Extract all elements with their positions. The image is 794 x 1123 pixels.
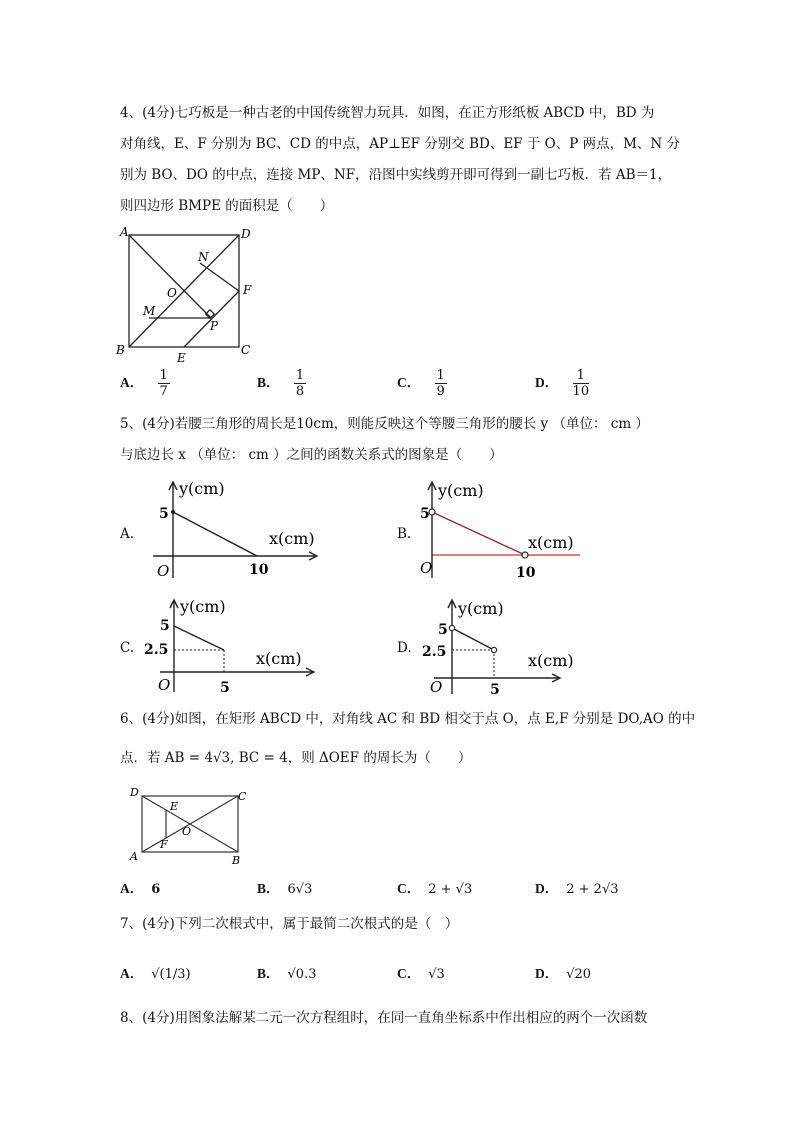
q7-text-line-1: 7、(4分)下列二次根式中，属于最简二次根式的是（ ） xyxy=(120,916,459,932)
svg-text:y(cm): y(cm) xyxy=(438,481,484,500)
q5-graph-b xyxy=(418,478,588,584)
q6-option-a-value: 6 xyxy=(151,882,161,897)
q5-graph-c xyxy=(140,594,320,696)
q7-option-c-value: √3 xyxy=(428,967,445,982)
label-B: B xyxy=(116,343,125,357)
q4-tangram-figure xyxy=(112,222,262,362)
svg-text:10: 10 xyxy=(249,562,269,578)
q4-option-d[interactable] xyxy=(535,368,589,399)
svg-text:D: D xyxy=(130,786,139,799)
q6-text-line-2: 点．若 AB = 4√3, BC = 4，则 ΔOEF 的周长为（ ） xyxy=(120,750,472,766)
label-F: F xyxy=(243,283,252,297)
q7-option-d[interactable]: D． √20 xyxy=(535,966,592,982)
svg-text:y(cm): y(cm) xyxy=(180,597,226,616)
q8-text-line-1: 8、(4分)用图象法解某二元一次方程组时，在同一直角坐标系中作出相应的两个一次函数 xyxy=(120,1010,648,1026)
q5-text-line-1: 5、(4分)若腰三角形的周长是10cm，则能反映这个等腰三角形的腰长 y （单位： cm ） xyxy=(120,416,649,432)
label-E: E xyxy=(177,351,186,362)
svg-text:O: O xyxy=(420,559,433,577)
q4-option-d-fraction: $\frac{1}{10}$ xyxy=(572,368,590,399)
q5-graph-a xyxy=(145,476,325,584)
q7-option-d-value: √20 xyxy=(566,967,592,982)
label-P: P xyxy=(210,319,219,333)
q5-option-d-label[interactable]: D. xyxy=(397,640,412,656)
q4-option-b-fraction: $\frac{1}{8}$ xyxy=(295,368,305,399)
svg-text:5: 5 xyxy=(159,506,169,522)
svg-text:5: 5 xyxy=(490,682,500,698)
q5-text-line-2: 与底边长 x （单位： cm ）之间的函数关系式的图象是（ ） xyxy=(120,447,503,463)
svg-text:5: 5 xyxy=(220,680,230,696)
q7-option-a[interactable]: A． √(1/3) xyxy=(120,966,191,982)
svg-text:2.5: 2.5 xyxy=(422,644,447,660)
q5-graph-d xyxy=(420,596,590,698)
svg-text:x(cm): x(cm) xyxy=(256,649,302,668)
q4-text-line-3: 别为 BO、DO 的中点，连接 MP、NF，沿图中实线剪开即可得到一副七巧板．若 AB＝1， xyxy=(120,167,672,183)
q6-option-d[interactable]: D． 2 + 2√3 xyxy=(535,881,619,897)
svg-text:y(cm): y(cm) xyxy=(179,479,225,498)
label-D: D xyxy=(241,227,251,241)
q5-option-c-label[interactable]: C. xyxy=(120,640,135,656)
q4-option-a-label: A． xyxy=(120,375,144,390)
q4-option-a[interactable] xyxy=(120,368,170,399)
label-C: C xyxy=(241,343,251,357)
label-M: M xyxy=(143,304,156,318)
svg-text:O: O xyxy=(158,676,171,694)
q7-option-b-value: √0.3 xyxy=(287,967,317,982)
svg-text:x(cm): x(cm) xyxy=(528,651,574,670)
q6-option-c[interactable]: C． 2 + √3 xyxy=(397,881,473,897)
q4-option-a-fraction: $\frac{1}{7}$ xyxy=(159,368,168,399)
svg-text:O: O xyxy=(157,562,170,580)
q5-option-a-label[interactable]: A. xyxy=(120,526,135,542)
svg-text:O: O xyxy=(182,825,192,838)
svg-text:B: B xyxy=(232,854,241,866)
svg-text:y(cm): y(cm) xyxy=(458,599,504,618)
svg-text:O: O xyxy=(430,678,443,696)
q4-text-line-4: 则四边形 BMPE 的面积是（ ） xyxy=(120,198,334,214)
svg-text:10: 10 xyxy=(516,565,536,581)
svg-text:5: 5 xyxy=(160,618,170,634)
svg-text:A: A xyxy=(130,850,138,863)
q6-option-b[interactable]: B． 6√3 xyxy=(257,881,313,897)
q6-option-d-value: 2 + 2√3 xyxy=(566,882,619,897)
q4-text-line-2: 对角线，E、F 分别为 BC、CD 的中点，AP⊥EF 分别交 BD、EF 于 O、P 两点，M、N 分 xyxy=(120,136,680,152)
label-N: N xyxy=(198,250,209,264)
q4-option-c[interactable] xyxy=(397,368,447,399)
q4-option-c-fraction: $\frac{1}{9}$ xyxy=(436,368,445,399)
q6-option-a[interactable]: A． 6 xyxy=(120,881,161,897)
svg-text:5: 5 xyxy=(420,506,430,522)
q4-option-b[interactable] xyxy=(257,368,306,399)
q7-option-a-value: √(1/3) xyxy=(151,967,191,982)
q7-option-c[interactable]: C． √3 xyxy=(397,966,445,982)
label-A: A xyxy=(120,225,129,239)
svg-text:2.5: 2.5 xyxy=(144,642,169,658)
q4-option-d-label: D． xyxy=(535,375,559,390)
q5-option-b-label[interactable]: B. xyxy=(397,526,412,542)
q6-option-c-value: 2 + √3 xyxy=(428,882,473,897)
q4-text-line-1: 4、(4分)七巧板是一种古老的中国传统智力玩具．如图，在正方形纸板 ABCD 中，BD 为 xyxy=(120,105,655,121)
q6-option-b-value: 6√3 xyxy=(287,882,313,897)
q4-option-c-label: C． xyxy=(397,375,421,390)
q6-text-line-1: 6、(4分)如图，在矩形 ABCD 中，对角线 AC 和 BD 相交于点 O，点 E,F 分别是 DO,AO 的中 xyxy=(120,711,696,727)
q6-rectangle-figure xyxy=(124,784,254,866)
svg-text:E: E xyxy=(170,800,179,813)
q4-option-b-label: B． xyxy=(257,375,280,390)
svg-text:F: F xyxy=(160,838,168,851)
q7-option-b[interactable]: B． √0.3 xyxy=(257,966,317,982)
svg-text:5: 5 xyxy=(438,622,448,638)
svg-text:x(cm): x(cm) xyxy=(528,533,574,552)
svg-text:x(cm): x(cm) xyxy=(269,529,315,548)
label-O: O xyxy=(167,286,177,300)
svg-text:C: C xyxy=(238,790,247,803)
